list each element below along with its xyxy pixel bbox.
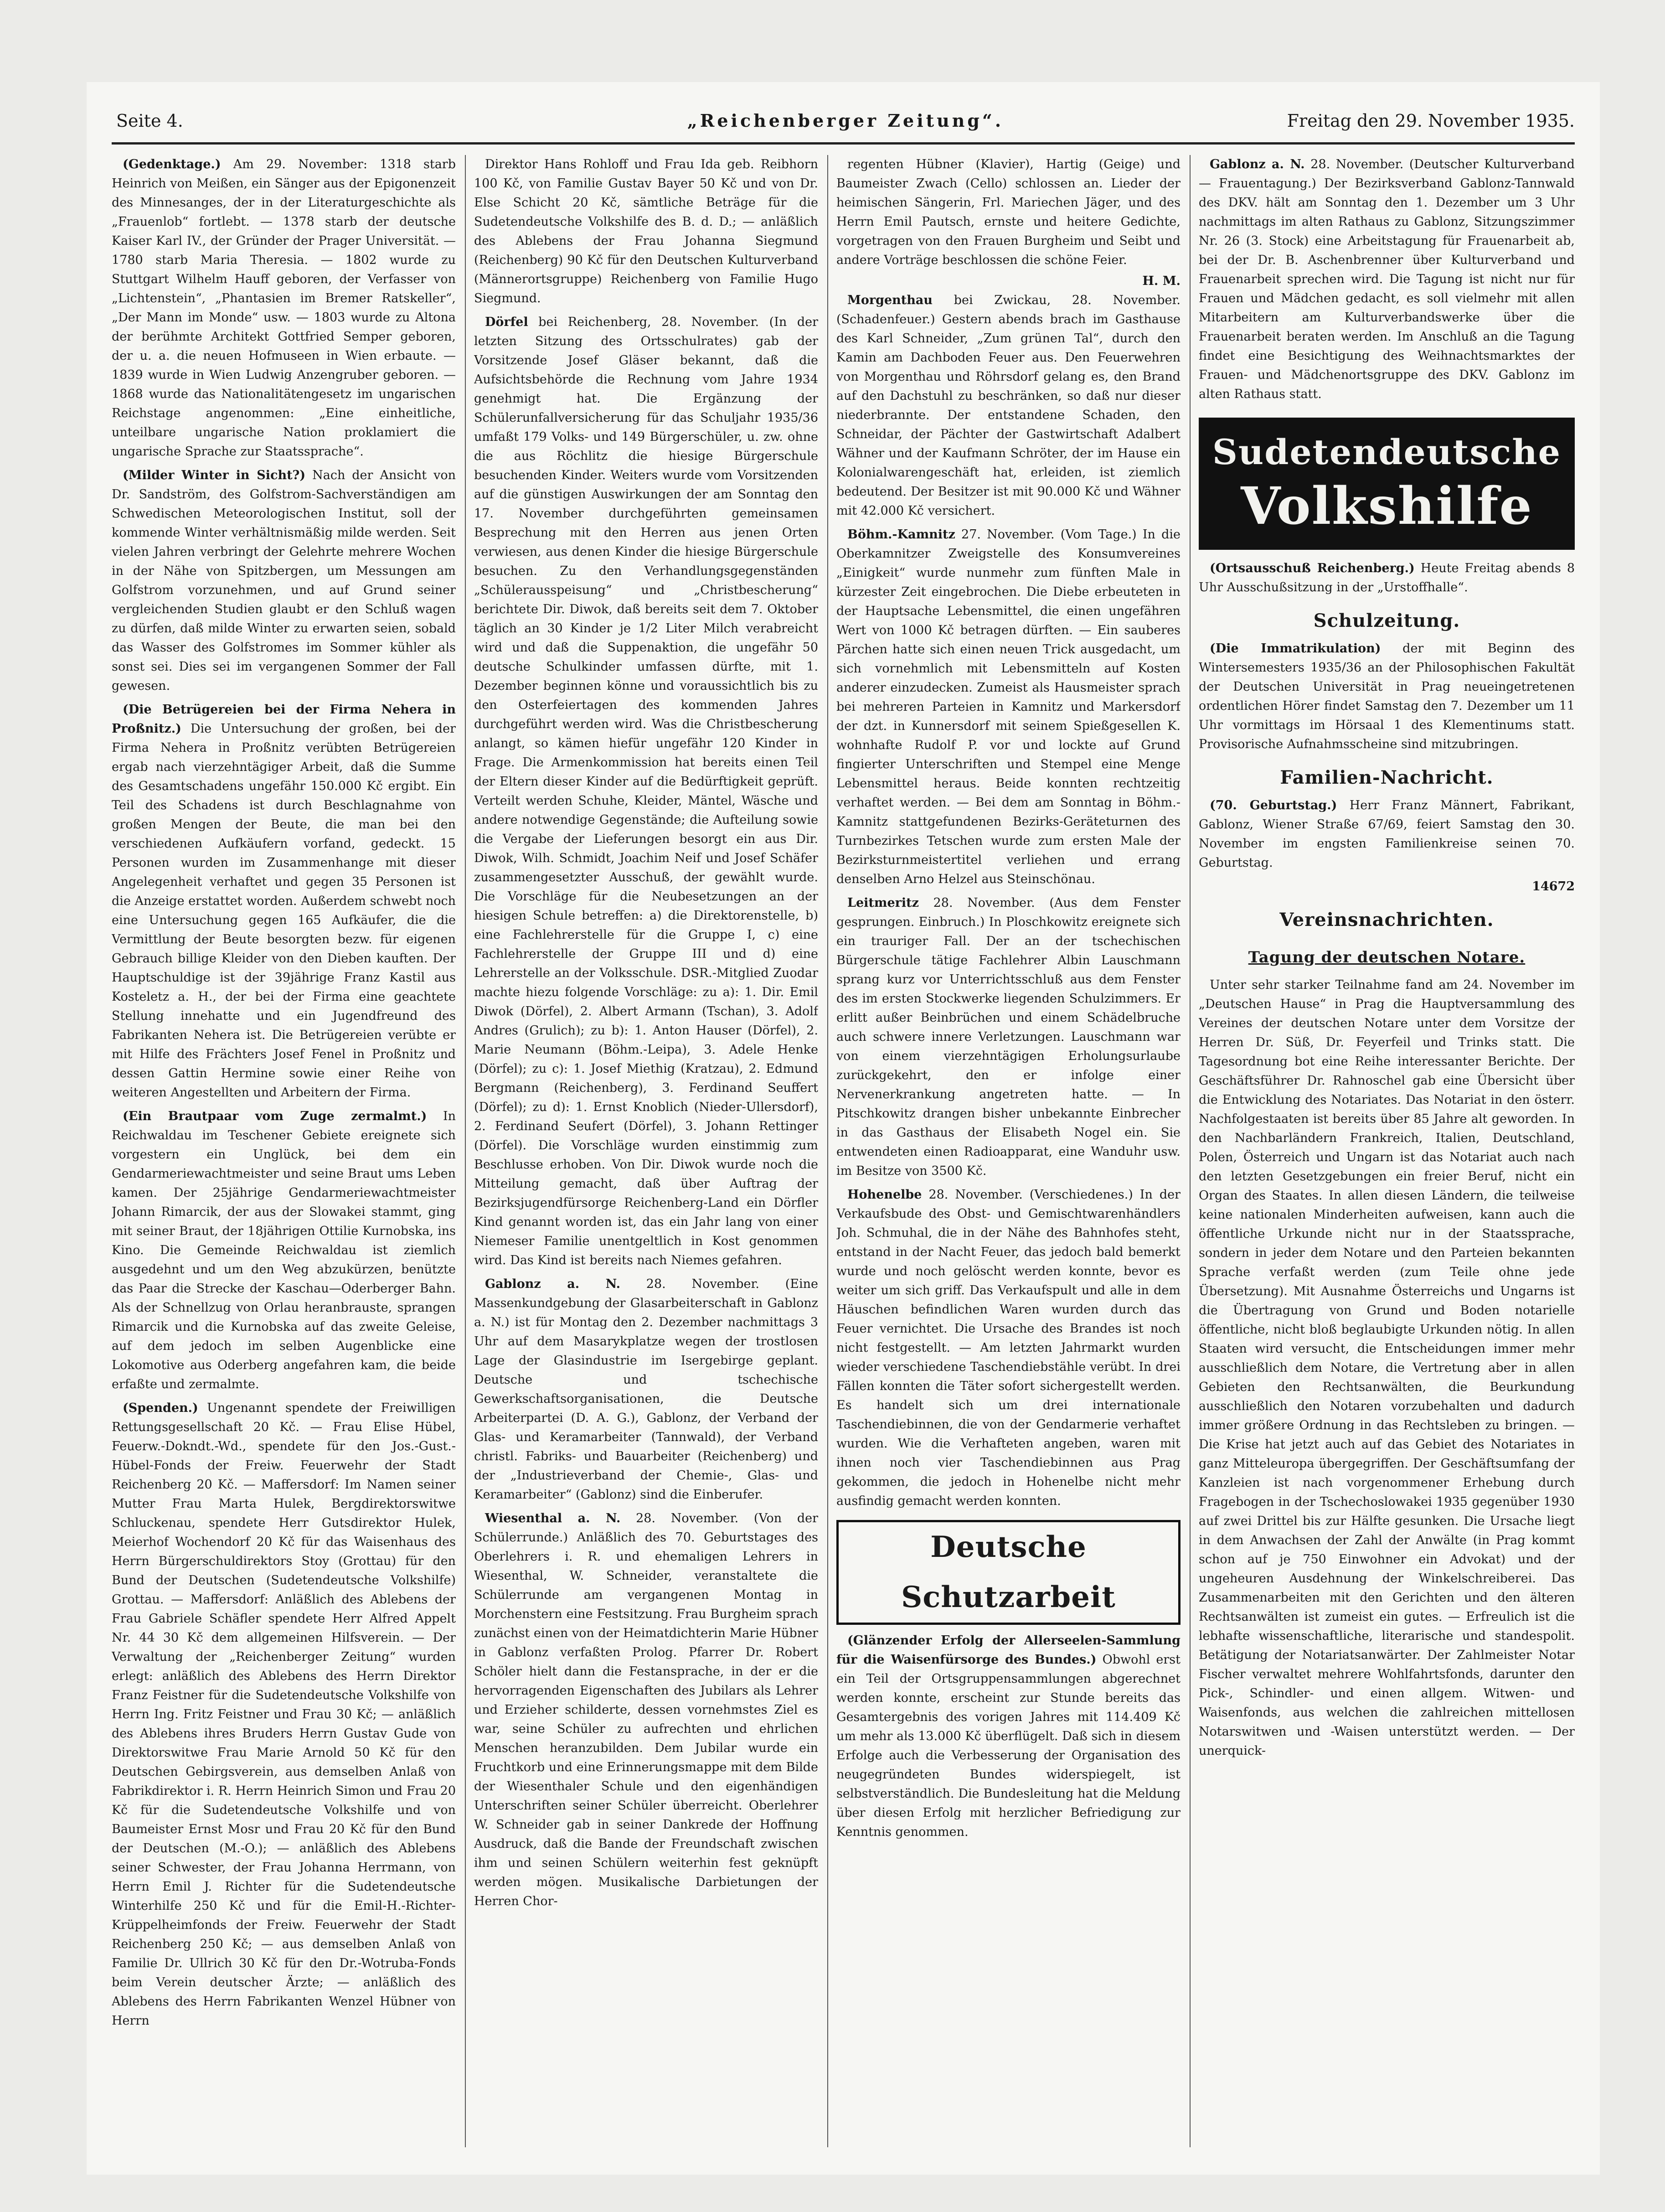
section-title: Vereinsnachrichten. — [1279, 909, 1494, 930]
article — [1199, 796, 1575, 873]
article — [836, 525, 1180, 889]
article — [474, 1509, 818, 1911]
column-divider — [465, 155, 466, 2147]
article-headline: Dörfel — [485, 315, 528, 329]
article-text: 27. November. (Vom Tage.) In die Oberkamnitzer Zweigstelle des Konsumvereines „Einigkeit“ wurde nunmehr zum fünften Male in kürzester Zeit eingebrochen. Die Diebe erbeuteten in der Hauptsache Lebensmittel, die einen ungefähren Wert von 1000 Kč betragen dürften. — Ein sauberes Pärchen hatte sich einen neuen Trick ausgedacht, um sich vornehmlich mit Lebensmitteln auf Kosten anderer einzudecken. Zumeist als Hausmeister sprach bei mehreren Parteien in Kamnitz und Markersdorf der dzt. in Kunnersdorf mit seinem Spießgesellen K. wohnhafte Rudolf P. vor und lockte auf Grund fingierter Unterschriften und Stempel eine Menge Lebensmittel heraus. Beide konnten rechtzeitig verhaftet werden. — Bei dem am Sonntag in Böhm.-Kamnitz stattgefundenen Bezirks-Geräteturnen des Turnbezirkes Tetschen wurde zum ersten Male der Bezirksturnmeistertitel verliehen und errang denselben Arno Helzel aus Steinschönau. — [836, 527, 1180, 886]
article-text: 28. November. (Verschiedenes.) In der Verkaufsbude des Obst- und Gemischtwarenhändlers Joh. Schmuhal, die in der Nähe des Bahnhofes steht, entstand in der Nacht Feuer, das jedoch bald bemerkt wurde und noch gelöscht werden konnte, bevor es weiter um sich griff. Das Verkaufspult und alle in dem Häuschen befindlichen Waren wurden durch das Feuer vernichtet. Die Ursache des Brandes ist noch nicht festgestellt. — Am letzten Jahrmarkt wurden wieder verschiedene Taschendiebstähle verübt. In drei Fällen konnten die Täter sofort sichergestellt werden. Es handelt sich um drei internationale Taschendiebinnen, die von der Gendarmerie verhaftet wurden. Wie die Verhafteten angeben, waren mit ihnen noch vier Taschendiebinnen aus Prag gekommen, die jedoch in Hohenelbe nicht mehr ausfindig gemacht werden konnten. — [836, 1188, 1180, 1508]
article-headline: Wiesenthal a. N. — [485, 1511, 621, 1525]
article-text: In Reichwaldau im Teschener Gebiete ereignete sich vorgestern ein Unglück, bei dem ein Gendarmeriewachtmeister und seine Braut ums Leben kamen. Der 25jährige Gendarmeriewachtmeister Johann Rimarcik, der aus der Slowakei stammt, ging mit seiner Braut, der 18jährigen Ottilie Kurnobska, ins Kino. Die Gemeinde Reichwaldau ist ziemlich ausgedehnt und um den Weg abzukürzen, benützte das Paar die Strecke der Kaschau—Oderberger Bahn. Als der Schnellzug von Orlau heranbrauste, sprangen Rimarcik und die Kurnobska auf das zweite Geleise, auf dem jedoch im selben Augenblicke eine Lokomotive aus Oderberg angefahren kam, die beide erfaßte und zermalmte. — [112, 1109, 456, 1391]
volkshilfe-banner — [1199, 418, 1575, 550]
article — [1199, 976, 1575, 1761]
column-4 — [1199, 155, 1575, 2152]
boxed-section-title: Deutsche Schutzarbeit — [836, 1520, 1180, 1625]
article — [474, 155, 818, 308]
banner-line-2: Volkshilfe — [1241, 476, 1533, 536]
article-headline: Morgenthau — [847, 293, 933, 307]
article-headline: (70. Geburtstag.) — [1210, 798, 1337, 812]
section-title: Familien-Nachricht. — [1280, 767, 1494, 788]
article — [836, 291, 1180, 521]
article-text: der mit Beginn des Wintersemesters 1935/36 an der Philosophischen Fakultät der Deutschen Universität in Prag neueingetretenen ordentlichen Hörer findet Samstag den 7. Dezember um 11 Uhr vormittags im Hörsaal 1 des Klementinums statt. Provisorische Aufnahmsscheine sind mitzubringen. — [1199, 641, 1575, 751]
column-divider — [827, 155, 828, 2147]
article-text: regenten Hübner (Klavier), Hartig (Geige) und Baumeister Zwach (Cello) schlossen an. Lieder der heimischen Sängerin, Frl. Mariechen Jäger, und des Herrn Emil Pautsch, ernste und heitere Gedichte, vorgetragen von den Frauen Burgheim und Seibt und andere Vorträge beschlossen die schöne Feier. — [836, 157, 1180, 267]
article-text: bei Zwickau, 28. November. (Schadenfeuer.) Gestern abends brach im Gasthause des Karl Schneider, „Zum grünen Tal“, durch den Kamin am Dachboden Feuer aus. Den Feuerwehren von Morgenthau und Röhrsdorf gelang es, den Brand auf den Dachstuhl zu beschränken, so daß nur dieser niederbrannte. Der entstandene Schaden, den Schneidar, der Pächter der Gastwirtschaft Adalbert Wähner und der Kaufmann Schröter, der im Hause ein Kolonialwarengeschäft hat, erleiden, ist ziemlich bedeutend. Der Besitzer ist mit 90.000 Kč und Wähner mit 42.000 Kč versichert. — [836, 293, 1180, 518]
article-headline: (Die Betrügereien bei der Firma Nehera in Proßnitz.) — [112, 703, 456, 736]
article-headline: Hohenelbe — [847, 1188, 922, 1202]
article-text: Die Untersuchung der großen, bei der Firma Nehera in Proßnitz verübten Betrügereien ergab nach vierzehntägiger Arbeit, daß die Summe des Gesamtschadens ungefähr 150.000 Kč ergibt. Ein Teil des Schadens ist durch Beschlagnahme von großen Mengen der Beute, die man bei den verschiedenen Aufkäufern vorfand, gedeckt. 15 Personen wurden im Zusammenhange mit dieser Angelegenheit verhaftet und gegen 35 Personen ist die Anzeige erstattet worden. Außerdem schwebt noch eine Untersuchung gegen 165 Aufkäufer, die die Vermittlung der Beute besorgten bezw. für eigenen Gebrauch billige Kleider von den Dieben kauften. Der Hauptschuldige ist der 39jährige Franz Kastil aus Kosteletz a. H., der bei der Firma eine geachtete Stellung innehatte und ein Jugendfreund des Fabrikanten Nehera ist. Die Betrügereien verübte er mit Hilfe des Frächters Josef Fenel in Proßnitz und dessen Gattin Hermine sowie einer Reihe von weiteren Angestellten und Arbeitern der Firma. — [112, 722, 456, 1100]
article — [836, 894, 1180, 1181]
page-header — [116, 105, 1575, 137]
newspaper-page — [87, 82, 1600, 2175]
article-headline: Böhm.-Kamnitz — [847, 527, 955, 542]
article — [836, 1631, 1180, 1842]
article-text: 28. November. (Deutscher Kulturverband — Frauentagung.) Der Bezirksverband Gablonz-Tannwald des DKV. hält am Sonntag den 1. Dezember um 3 Uhr nachmittags im alten Rathaus zu Gablonz, Sitzungszimmer Nr. 26 (3. Stock) eine Arbeitstagung für Frauenarbeit ab, bei der Dr. B. Aschenbrenner über Kulturverband und Frauenarbeit sprechen wird. Die Tagung ist nicht nur für Frauen und Mädchen gedacht, es soll vielmehr mit allen Mitarbeitern am Kulturverbandswerke über die Frauenarbeit beraten werden. Im Anschluß an die Tagung findet eine Besichtigung des Weihnachtsmarktes der Frauen- und Mädchenortsgruppe des DKV. Gablonz im alten Rathaus statt. — [1199, 157, 1575, 401]
column-2 — [474, 155, 818, 2152]
article — [112, 1399, 456, 2031]
article-text: bei Reichenberg, 28. November. (In der letzten Sitzung des Ortsschulrates) gab der Vorsitzende Josef Gläser bekannt, daß die Aufsichtsbehörde die Rechnung vom Jahre 1934 genehmigt hat. Die Ergänzung der Schülerunfallversicherung für das Schuljahr 1935/36 umfaßt 179 Volks- und 149 Bürgerschüler, u. zw. ohne die aus Röchlitz die hiesige Bürgerschule besuchenden Kinder. Weiters wurde vom Vorsitzenden auf die günstigen Auswirkungen der am Sonntag den 17. November durchgeführten gemeinsamen Besprechung mit den Herren aus jenen Orten verwiesen, aus denen Kinder die hiesige Bürgerschule besuchen. Zu den Verhandlungsgegenständen „Schülerausspeisung“ und „Christbescherung“ berichtete Dir. Diwok, daß bereits seit dem 7. Oktober täglich an 30 Kinder je 1/2 Liter Milch verabreicht wird und daß die Suppenaktion, die ungefähr 50 deutsche Schulkinder umfassen dürfte, mit 1. Dezember beginnen könne und voraussichtlich bis zu den Osterfeiertagen des kommenden Jahres durchgeführt werden wird. Was die Christbescherung anlangt, so kämen hiefür ungefähr 120 Kinder in Frage. Die Armenkommission hat bereits einen Teil der Eltern dieser Kinder auf die Bedürftigkeit geprüft. Verteilt werden Schuhe, Kleider, Mäntel, Wäsche und andere notwendige Gegenstände; die Aufteilung sowie die Vergabe der Lieferungen besorgt ein aus Dir. Diwok, Wilh. Schmidt, Joachim Neif und Josef Schäfer zusammengesetzter Ausschuß, der gewählt wurde. Die Vorschläge für die Neubesetzungen an der hiesigen Schule betreffen: a) die Direktorenstelle, b) eine Fachlehrerstelle für die Gruppe I, c) eine Fachlehrerstelle der Gruppe III und d) eine Lehrerstelle an der Volksschule. DSR.-Mitglied Zuodar machte hiezu folgende Vorschläge: zu a): 1. Dir. Emil Diwok (Dörfel), 2. Albert Armann (Tschan), 3. Adolf Andres (Grulich); zu b): 1. Anton Hauser (Dörfel), 2. Marie Neumann (Böhm.-Leipa), 3. Adele Henke (Dörfel); zu c): 1. Josef Miethig (Kratzau), 2. Edmund Bergmann (Reichenberg), 3. Ferdinand Seuffert (Dörfel); zu d): 1. Ernst Knoblich (Nieder-Ullersdorf), 2. Ferdinand Seufert (Dörfel), 3. Johann Rettinger (Dörfel). Die Vorschläge wurden einstimmig zum Beschlusse erhoben. Von Dir. Diwok wurde noch die Mitteilung gemacht, daß über Auftrag der Bezirksjugendfürsorge Reichenberg-Land ein Dörfler Kind genannt worden ist, das ein Jahr lang von einer Niemeser Familie unentgeltlich in Kost genommen wird. Das Kind ist bereits nach Niemes gefahren. — [474, 315, 818, 1267]
header-rule — [112, 142, 1575, 145]
article — [474, 313, 818, 1270]
article-signature: H. M. — [1142, 274, 1180, 288]
article-headline: (Milder Winter in Sicht?) — [123, 468, 306, 482]
article — [1199, 639, 1575, 754]
article-headline: (Ortsausschuß Reichenberg.) — [1210, 561, 1415, 575]
column-3 — [836, 155, 1180, 2152]
article — [1199, 559, 1575, 597]
article-headline: (Die Immatrikulation) — [1210, 641, 1381, 656]
section-title: Schulzeitung. — [1313, 610, 1460, 631]
article-text: Ungenannt spendete der Freiwilligen Rettungsgesellschaft 20 Kč. — Frau Elise Hübel, Feuerw.-Dokndt.-Wd., spendete für den Jos.-Gust.-Hübel-Fonds der Freiw. Feuerwehr der Stadt Reichenberg 20 Kč. — Maffersdorf: Im Namen seiner Mutter Frau Marta Hulek, Bergdirektorswitwe Schluckenau, spendete Herr Gutsdirektor Hulek, Meierhof Wochendorf 20 Kč für das Waisenhaus des Herrn Bürgerschuldirektors Stoy (Grottau) für den Bund der Deutschen (Sudetendeutsche Volkshilfe) Grottau. — Maffersdorf: Anläßlich des Ablebens der Frau Gabriele Schäfler spendete Herr Alfred Appelt Nr. 44 30 Kč dem allgemeinen Hilfsverein. — Der Verwaltung der „Reichenberger Zeitung“ wurden erlegt: anläßlich des Ablebens des Herrn Direktor Franz Feistner für die Sudetendeutsche Volkshilfe von Herrn Ing. Fritz Feistner und Frau 30 Kč; — anläßlich des Ablebens ihres Bruders Herrn Gustav Gude von Direktorswitwe Frau Marie Arnold 50 Kč für den Deutschen Gebirgsverein, aus demselben Anlaß von Fabrikdirektor i. R. Herrn Heinrich Simon und Frau 20 Kč für die Sudetendeutsche Volkshilfe und von Baumeister Ernst Mosr und Frau 20 Kč für den Bund der Deutschen (M.-O.); — anläßlich des Ablebens seiner Schwester, der Frau Johanna Herrmann, von Herrn Emil J. Richter für die Sudetendeutsche Winterhilfe 250 Kč und für die Emil-H.-Richter-Krüppelheimfonds der Freiw. Feuerwehr der Stadt Reichenberg 250 Kč; — aus demselben Anlaß von Familie Dr. Ullrich 30 Kč für den Dr.-Wotruba-Fonds beim Verein deutscher Ärzte; — anläßlich des Ablebens des Herrn Fabrikanten Wenzel Hübner von Herrn — [112, 1401, 456, 2028]
column-divider — [1190, 155, 1191, 2147]
article — [1199, 155, 1575, 404]
article — [112, 466, 456, 696]
article-headline: (Gedenktage.) — [123, 157, 221, 171]
article-headline: (Ein Brautpaar vom Zuge zermalmt.) — [123, 1109, 427, 1123]
article-text: 28. November. (Eine Massenkundgebung der Glasarbeiterschaft in Gablonz a. N.) ist für Montag den 2. Dezember nachmittags 3 Uhr auf dem Masarykplatze wegen der trostlosen Lage der Glasindustrie im Isergebirge geplant. Deutsche und tschechische Gewerkschaftsorganisationen, die Deutsche Arbeiterpartei (D. A. G.), Gablonz, der Verband der Glas- und Keramarbeiter (Tannwald), der Verband christl. Fabriks- und Bauarbeiter (Reichenberg) und der „Industrieverband der Chemie-, Glas- und Keramarbeiter“ (Gablonz) sind die Einberufer. — [474, 1277, 818, 1502]
article-text: Am 29. November: 1318 starb Heinrich von Meißen, ein Sänger aus der Epigonenzeit des Minnesanges, der in der Literaturgeschichte als „Frauenlob“ fortlebt. — 1378 starb der deutsche Kaiser Karl IV., der Gründer der Prager Universität. — 1780 starb Maria Theresia. — 1802 wurde zu Stuttgart Wilhelm Hauff geboren, der Verfasser von „Lichtenstein“, „Phantasien im Bremer Ratskeller“, „Der Mann im Monde“ usw. — 1803 wurde zu Altona der berühmte Architekt Gottfried Semper geboren, der u. a. die neuen Hofmuseen in Wien erbaute. — 1839 wurde in Wien Ludwig Anzengruber geboren. — 1868 wurde das Nationalitätengesetz im ungarischen Reichstage angenommen: „Eine einheitliche, unteilbare ungarische Nation proklamiert die ungarische Sprache zur Staatssprache“. — [112, 157, 456, 459]
article-headline: (Spenden.) — [123, 1401, 198, 1415]
column-1 — [112, 155, 456, 2152]
newspaper-title: „Reichenberger Zeitung“. — [687, 110, 1004, 131]
article-text: 28. November. (Aus dem Fenster gesprungen. Einbruch.) In Ploschkowitz ereignete sich ein trauriger Fall. Der an der tschechischen Bürgerschule tätige Fachlehrer Albin Lauschmann sprang kurz vor Unterrichtsschluß aus dem Fenster des im ersten Stockwerke liegenden Schulzimmers. Er erlitt außer Beinbrüchen und einem Schädelbruche auch schwere innere Verletzungen. Lauschmann war von einem vierzehntägigen Erholungsurlaube zurückgekehrt, den er infolge einer Nervenerkrankung angetreten hatte. — In Pitschkowitz drangen bisher unbekannte Einbrecher in das Gasthaus der Elisabeth Nogel ein. Sie entwendeten einen Radioapparat, eine Wanduhr usw. im Besitze von 3500 Kč. — [836, 896, 1180, 1178]
article-text: Heute Freitag abends 8 Uhr Ausschußsitzung in der „Urstoffhalle“. — [1199, 561, 1575, 594]
article-text: Nach der Ansicht von Dr. Sandström, des Golfstrom-Sachverständigen am Schwedischen Meteorologischen Institut, soll der kommende Winter verhältnismäßig milde werden. Seit vielen Jahren verbringt der Gelehrte mehrere Wochen in der Nähe von Spitzbergen, um Messungen am Golfstrom vorzunehmen, und auf Grund seiner vergleichenden Studien glaubt er den Schluß wagen zu dürfen, daß milde Winter zu erwarten seien, sobald das Wasser des Golfstromes im Sommer kühler als sonst sei. Dies sei im vergangenen Sommer der Fall gewesen. — [112, 468, 456, 693]
article-text: Herr Franz Männert, Fabrikant, Gablonz, Wiener Straße 67/69, feiert Samstag den 30. November im engsten Familienkreise seinen 70. Geburtstag. — [1199, 798, 1575, 870]
article — [112, 155, 456, 461]
subsection-title: Tagung der deutschen Notare. — [1248, 948, 1526, 966]
article-text: 28. November. (Von der Schülerrunde.) Anläßlich des 70. Geburtstages des Oberlehrers i. R. und ehemaligen Lehrers in Wiesenthal, W. Schneider, veranstaltete die Schülerrunde am vergangenen Montag in Morchenstern eine Festsitzung. Frau Burgheim sprach zunächst einen von der Heimatdichterin Marie Hübner in Gablonz verfaßten Prolog. Pfarrer Dr. Robert Schöler hielt dann die Festansprache, in der er die hervorragenden Eigenschaften des Jubilars als Lehrer und Erzieher schilderte, dessen vornehmstes Ziel es war, seine Schüler zu aufrechten und ehrlichen Menschen heranzubilden. Dem Jubilar wurde ein Fruchtkorb und eine Erinnerungsmappe mit dem Bilde der Wiesenthaler Schule und den eigenhändigen Unterschriften seiner Schüler überreicht. Oberlehrer W. Schneider gab in seiner Dankrede der Hoffnung Ausdruck, daß die Bande der Freundschaft zwischen ihm und seinen Schülern weiterhin fest geknüpft werden mögen. Musikalische Darbietungen der Herren Chor- — [474, 1511, 818, 1908]
article — [836, 1185, 1180, 1511]
article-text: Unter sehr starker Teilnahme fand am 24. November im „Deutschen Hause“ in Prag die Hauptversammlung des Vereines der deutschen Notare unter dem Vorsitze der Herren Dr. Süß, Dr. Feyerfeil und Trinks statt. Die Tagesordnung bot eine Reihe interessanter Berichte. Der Geschäftsführer Dr. Rahnoschel gab eine Übersicht über die Entwicklung des Notariates. Das Notariat in den österr. Nachfolgestaaten ist bereits über 85 Jahre alt geworden. In den Nachbarländern Frankreich, Italien, Deutschland, Polen, Österreich und Ungarn ist das Notariat auch nach den letzten Gesetzgebungen ein freier Beruf, nicht ein Organ des Staates. In allen diesen Ländern, die teilweise keine nationalen Minderheiten aufweisen, kann auch die öffentliche Urkunde nicht nur in der Staatssprache, sondern in jeder dem Notare und den Parteien bekannten Sprache verfaßt werden (zum Teile ohne jede Übersetzung). Mit Ausnahme Österreichs und Ungarns ist die Übertragung von Grund und Boden notarielle öffentliche, nicht bloß beglaubigte Urkunden nötig. In allen Staaten wird versucht, die Entscheidungen immer mehr ausschließlich dem Notare, die Vertretung aber in allen Gebieten den Rechtsanwälten, die Beurkundung ausschließlich den Notaren vorzubehalten und dadurch immer größere Ordnung in das Rechtsleben zu bringen. — Die Krise hat jetzt auch auf das Gebiet des Notariates in ganz Mitteleuropa übergegriffen. Der Geschäftsumfang der Kanzleien ist nach vorgenommener Erhebung durch Fragebogen in der Tschechoslowakei 1935 gegenüber 1930 auf zwei Drittel bis zur Hälfte gesunken. Die Ursache liegt in dem Anwachsen der Zahl der Anwälte (in Prag kommt schon auf je 750 Einwohner ein Advokat) und der ungeheuren Ausdehnung der Winkelschreiberei. Das Zusammenarbeiten mit den Gerichten und den älteren Rechtsanwälten ist zumeist ein gutes. — Erfreulich ist die lebhafte wissenschaftliche, literarische und standespolit. Betätigung der Notariatsanwärter. Der Zahlmeister Notar Fischer verwaltet mehrere Wohlfahrtsfonds, darunter den Pick-, Schindler- und einen allgem. Witwen- und Waisenfonds, aus welchen die zahlreichen mittellosen Notarswitwen und -Waisen unterstützt werden. — Der unerquick- — [1199, 978, 1575, 1758]
banner-line-1: Sudetendeutsche — [1212, 432, 1561, 472]
article-headline: Gablonz a. N. — [1210, 157, 1305, 171]
article-headline: Gablonz a. N. — [485, 1277, 621, 1291]
page-number: Seite 4. — [116, 111, 183, 131]
article-headline: (Glänzender Erfolg der Allerseelen-Sammlung für die Waisenfürsorge des Bundes.) — [836, 1633, 1180, 1667]
article — [474, 1275, 818, 1504]
notice-number: 14672 — [1532, 879, 1575, 894]
article — [836, 155, 1180, 270]
article-text: Obwohl erst ein Teil der Ortsgruppensammlungen abgerechnet werden konnte, erscheint zur Stunde bereits das Gesamtergebnis des vorigen Jahres mit 114.409 Kč um mehr als 13.000 Kč überflügelt. Daß sich in diesem Erfolge auch die Verbesserung der Organisation des neugegründeten Bundes widerspiegelt, ist selbstverständlich. Die Bundesleitung hat die Meldung über diesen Erfolg mit herzlicher Befriedigung zur Kenntnis genommen. — [836, 1653, 1180, 1839]
article — [112, 1107, 456, 1394]
article-text: Direktor Hans Rohloff und Frau Ida geb. Reibhorn 100 Kč, von Familie Gustav Bayer 50 Kč und von Dr. Else Schicht 20 Kč, sämtliche Beträge für die Sudetendeutsche Volkshilfe des B. d. D.; — anläßlich des Ablebens der Frau Johanna Siegmund (Reichenberg) 90 Kč für den Deutschen Kulturverband (Männerortsgruppe) Reichenberg von Familie Hugo Siegmund. — [474, 157, 818, 305]
article-headline: Leitmeritz — [847, 896, 919, 910]
issue-date: Freitag den 29. November 1935. — [1287, 111, 1575, 131]
article — [112, 700, 456, 1102]
